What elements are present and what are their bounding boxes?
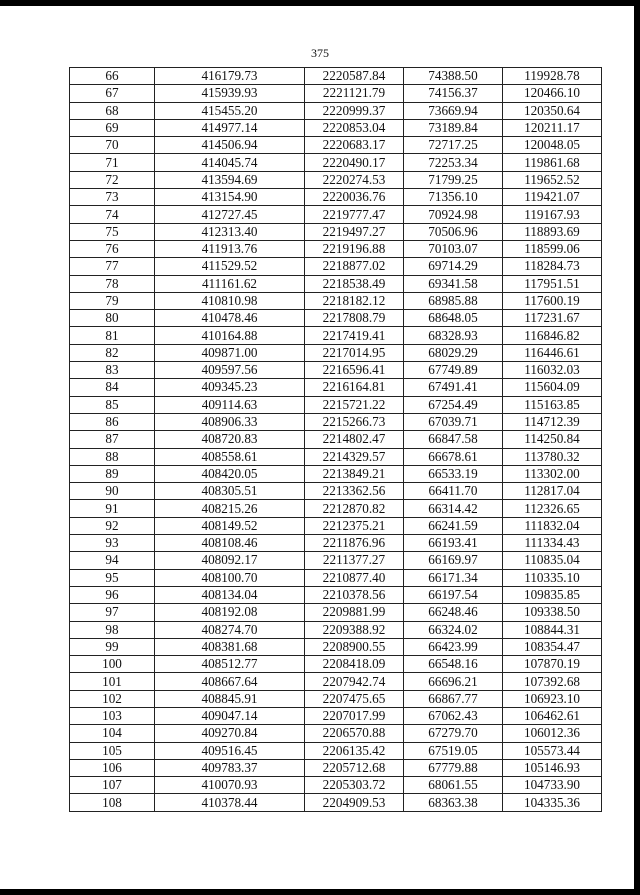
value-d-cell: 119167.93	[503, 206, 602, 223]
point-number-cell: 71	[70, 154, 155, 171]
value-d-cell: 107392.68	[503, 673, 602, 690]
point-number-cell: 93	[70, 535, 155, 552]
value-b-cell: 2215266.73	[305, 413, 404, 430]
value-d-cell: 111832.04	[503, 517, 602, 534]
point-number-cell: 80	[70, 310, 155, 327]
value-a-cell: 409047.14	[155, 707, 305, 724]
point-number-cell: 96	[70, 586, 155, 603]
value-b-cell: 2206135.42	[305, 742, 404, 759]
value-d-cell: 120350.64	[503, 102, 602, 119]
value-d-cell: 116846.82	[503, 327, 602, 344]
value-c-cell: 67519.05	[404, 742, 503, 759]
table-row	[70, 171, 602, 188]
value-a-cell: 409345.23	[155, 379, 305, 396]
value-c-cell: 66197.54	[404, 586, 503, 603]
value-b-cell: 2213849.21	[305, 465, 404, 482]
table-row	[70, 517, 602, 534]
table-row	[70, 344, 602, 361]
value-c-cell: 69714.29	[404, 258, 503, 275]
point-number-cell: 108	[70, 794, 155, 811]
table-row	[70, 223, 602, 240]
value-c-cell: 66169.97	[404, 552, 503, 569]
value-c-cell: 68648.05	[404, 310, 503, 327]
value-c-cell: 66193.41	[404, 535, 503, 552]
value-b-cell: 2220999.37	[305, 102, 404, 119]
value-b-cell: 2207017.99	[305, 707, 404, 724]
value-b-cell: 2216596.41	[305, 362, 404, 379]
value-c-cell: 73189.84	[404, 119, 503, 136]
value-a-cell: 416179.73	[155, 68, 305, 85]
table-row	[70, 85, 602, 102]
point-number-cell: 72	[70, 171, 155, 188]
point-number-cell: 98	[70, 621, 155, 638]
value-d-cell: 116446.61	[503, 344, 602, 361]
value-d-cell: 115163.85	[503, 396, 602, 413]
point-number-cell: 107	[70, 777, 155, 794]
table-row	[70, 292, 602, 309]
value-a-cell: 408381.68	[155, 638, 305, 655]
value-d-cell: 118284.73	[503, 258, 602, 275]
value-a-cell: 408092.17	[155, 552, 305, 569]
value-d-cell: 104335.36	[503, 794, 602, 811]
value-c-cell: 68363.38	[404, 794, 503, 811]
table-row	[70, 742, 602, 759]
table-row	[70, 465, 602, 482]
table-row	[70, 396, 602, 413]
value-a-cell: 411529.52	[155, 258, 305, 275]
point-number-cell: 103	[70, 707, 155, 724]
table-row	[70, 68, 602, 85]
value-b-cell: 2208900.55	[305, 638, 404, 655]
value-b-cell: 2214329.57	[305, 448, 404, 465]
value-c-cell: 68985.88	[404, 292, 503, 309]
value-b-cell: 2204909.53	[305, 794, 404, 811]
value-b-cell: 2211876.96	[305, 535, 404, 552]
page-number: 375	[311, 46, 329, 60]
point-number-cell: 92	[70, 517, 155, 534]
table-row	[70, 431, 602, 448]
table-row	[70, 119, 602, 136]
value-b-cell: 2207475.65	[305, 690, 404, 707]
table-row	[70, 673, 602, 690]
value-d-cell: 115604.09	[503, 379, 602, 396]
value-a-cell: 414506.94	[155, 137, 305, 154]
value-a-cell: 409516.45	[155, 742, 305, 759]
value-b-cell: 2220683.17	[305, 137, 404, 154]
value-b-cell: 2218877.02	[305, 258, 404, 275]
value-c-cell: 66248.46	[404, 604, 503, 621]
value-d-cell: 108354.47	[503, 638, 602, 655]
value-c-cell: 70506.96	[404, 223, 503, 240]
point-number-cell: 69	[70, 119, 155, 136]
value-c-cell: 67279.70	[404, 725, 503, 742]
value-a-cell: 408100.70	[155, 569, 305, 586]
value-c-cell: 66314.42	[404, 500, 503, 517]
value-d-cell: 114250.84	[503, 431, 602, 448]
value-b-cell: 2212375.21	[305, 517, 404, 534]
value-b-cell: 2213362.56	[305, 483, 404, 500]
value-a-cell: 411913.76	[155, 240, 305, 257]
point-number-cell: 94	[70, 552, 155, 569]
point-number-cell: 101	[70, 673, 155, 690]
value-c-cell: 66423.99	[404, 638, 503, 655]
value-d-cell: 118893.69	[503, 223, 602, 240]
value-c-cell: 71356.10	[404, 189, 503, 206]
point-number-cell: 106	[70, 759, 155, 776]
value-b-cell: 2219196.88	[305, 240, 404, 257]
value-b-cell: 2212870.82	[305, 500, 404, 517]
point-number-cell: 91	[70, 500, 155, 517]
value-a-cell: 408149.52	[155, 517, 305, 534]
value-a-cell: 413154.90	[155, 189, 305, 206]
point-number-cell: 86	[70, 413, 155, 430]
table-row	[70, 725, 602, 742]
table-row	[70, 362, 602, 379]
value-b-cell: 2210378.56	[305, 586, 404, 603]
value-a-cell: 410070.93	[155, 777, 305, 794]
value-b-cell: 2220490.17	[305, 154, 404, 171]
value-c-cell: 66867.77	[404, 690, 503, 707]
value-b-cell: 2220274.53	[305, 171, 404, 188]
value-d-cell: 120466.10	[503, 85, 602, 102]
scan-edge-top	[0, 0, 640, 6]
value-b-cell: 2205303.72	[305, 777, 404, 794]
value-a-cell: 409783.37	[155, 759, 305, 776]
value-a-cell: 408512.77	[155, 656, 305, 673]
value-d-cell: 119652.52	[503, 171, 602, 188]
point-number-cell: 84	[70, 379, 155, 396]
value-c-cell: 68061.55	[404, 777, 503, 794]
value-c-cell: 67062.43	[404, 707, 503, 724]
value-c-cell: 68029.29	[404, 344, 503, 361]
value-b-cell: 2217014.95	[305, 344, 404, 361]
value-a-cell: 409270.84	[155, 725, 305, 742]
value-d-cell: 106923.10	[503, 690, 602, 707]
value-c-cell: 73669.94	[404, 102, 503, 119]
value-a-cell: 409597.56	[155, 362, 305, 379]
table-row	[70, 137, 602, 154]
value-a-cell: 408305.51	[155, 483, 305, 500]
value-b-cell: 2220036.76	[305, 189, 404, 206]
value-c-cell: 66847.58	[404, 431, 503, 448]
table-row	[70, 413, 602, 430]
point-number-cell: 79	[70, 292, 155, 309]
value-a-cell: 408192.08	[155, 604, 305, 621]
point-number-cell: 95	[70, 569, 155, 586]
value-d-cell: 111334.43	[503, 535, 602, 552]
value-b-cell: 2209881.99	[305, 604, 404, 621]
value-b-cell: 2219497.27	[305, 223, 404, 240]
value-a-cell: 408906.33	[155, 413, 305, 430]
value-d-cell: 112326.65	[503, 500, 602, 517]
table-row	[70, 448, 602, 465]
table-row	[70, 690, 602, 707]
value-b-cell: 2209388.92	[305, 621, 404, 638]
value-b-cell: 2206570.88	[305, 725, 404, 742]
value-d-cell: 116032.03	[503, 362, 602, 379]
value-d-cell: 106462.61	[503, 707, 602, 724]
value-c-cell: 66411.70	[404, 483, 503, 500]
table-row	[70, 327, 602, 344]
scan-edge-right	[634, 0, 640, 895]
table-row	[70, 656, 602, 673]
value-d-cell: 117951.51	[503, 275, 602, 292]
table-row	[70, 154, 602, 171]
value-b-cell: 2207942.74	[305, 673, 404, 690]
value-d-cell: 107870.19	[503, 656, 602, 673]
value-c-cell: 74388.50	[404, 68, 503, 85]
value-b-cell: 2215721.22	[305, 396, 404, 413]
point-number-cell: 85	[70, 396, 155, 413]
table-row	[70, 483, 602, 500]
value-b-cell: 2217419.41	[305, 327, 404, 344]
point-number-cell: 74	[70, 206, 155, 223]
value-a-cell: 414977.14	[155, 119, 305, 136]
value-c-cell: 67749.89	[404, 362, 503, 379]
value-b-cell: 2220853.04	[305, 119, 404, 136]
point-number-cell: 77	[70, 258, 155, 275]
value-b-cell: 2219777.47	[305, 206, 404, 223]
scan-edge-bottom	[0, 889, 640, 895]
point-number-cell: 88	[70, 448, 155, 465]
value-a-cell: 415939.93	[155, 85, 305, 102]
value-a-cell: 408420.05	[155, 465, 305, 482]
point-number-cell: 90	[70, 483, 155, 500]
value-d-cell: 112817.04	[503, 483, 602, 500]
table-row	[70, 102, 602, 119]
point-number-cell: 82	[70, 344, 155, 361]
value-b-cell: 2211377.27	[305, 552, 404, 569]
table-row	[70, 379, 602, 396]
value-c-cell: 66533.19	[404, 465, 503, 482]
point-number-cell: 78	[70, 275, 155, 292]
point-number-cell: 76	[70, 240, 155, 257]
point-number-cell: 83	[70, 362, 155, 379]
value-a-cell: 415455.20	[155, 102, 305, 119]
value-c-cell: 67491.41	[404, 379, 503, 396]
value-d-cell: 114712.39	[503, 413, 602, 430]
value-a-cell: 410810.98	[155, 292, 305, 309]
value-c-cell: 67779.88	[404, 759, 503, 776]
value-c-cell: 66241.59	[404, 517, 503, 534]
table-row	[70, 794, 602, 811]
value-d-cell: 117600.19	[503, 292, 602, 309]
value-c-cell: 66678.61	[404, 448, 503, 465]
point-number-cell: 70	[70, 137, 155, 154]
value-a-cell: 412727.45	[155, 206, 305, 223]
table-body	[70, 68, 602, 812]
value-a-cell: 409114.63	[155, 396, 305, 413]
value-b-cell: 2218182.12	[305, 292, 404, 309]
value-d-cell: 109835.85	[503, 586, 602, 603]
value-a-cell: 412313.40	[155, 223, 305, 240]
value-a-cell: 408845.91	[155, 690, 305, 707]
value-b-cell: 2205712.68	[305, 759, 404, 776]
table-row	[70, 707, 602, 724]
value-d-cell: 119861.68	[503, 154, 602, 171]
value-a-cell: 408108.46	[155, 535, 305, 552]
value-b-cell: 2208418.09	[305, 656, 404, 673]
coordinate-table	[69, 67, 602, 812]
value-c-cell: 68328.93	[404, 327, 503, 344]
value-c-cell: 70103.07	[404, 240, 503, 257]
value-c-cell: 70924.98	[404, 206, 503, 223]
table-row	[70, 206, 602, 223]
value-b-cell: 2221121.79	[305, 85, 404, 102]
table-row	[70, 759, 602, 776]
point-number-cell: 68	[70, 102, 155, 119]
value-c-cell: 66324.02	[404, 621, 503, 638]
value-d-cell: 119421.07	[503, 189, 602, 206]
point-number-cell: 105	[70, 742, 155, 759]
value-a-cell: 408667.64	[155, 673, 305, 690]
table-row	[70, 240, 602, 257]
value-a-cell: 408134.04	[155, 586, 305, 603]
value-a-cell: 409871.00	[155, 344, 305, 361]
value-d-cell: 120048.05	[503, 137, 602, 154]
value-c-cell: 69341.58	[404, 275, 503, 292]
point-number-cell: 89	[70, 465, 155, 482]
table-row	[70, 569, 602, 586]
value-d-cell: 106012.36	[503, 725, 602, 742]
value-c-cell: 66171.34	[404, 569, 503, 586]
value-d-cell: 109338.50	[503, 604, 602, 621]
value-d-cell: 105573.44	[503, 742, 602, 759]
value-a-cell: 414045.74	[155, 154, 305, 171]
value-d-cell: 113302.00	[503, 465, 602, 482]
value-d-cell: 119928.78	[503, 68, 602, 85]
table-row	[70, 500, 602, 517]
value-a-cell: 413594.69	[155, 171, 305, 188]
table-row	[70, 777, 602, 794]
point-number-cell: 67	[70, 85, 155, 102]
value-d-cell: 113780.32	[503, 448, 602, 465]
table-row	[70, 535, 602, 552]
value-d-cell: 117231.67	[503, 310, 602, 327]
value-a-cell: 410378.44	[155, 794, 305, 811]
value-c-cell: 74156.37	[404, 85, 503, 102]
table-row	[70, 310, 602, 327]
point-number-cell: 100	[70, 656, 155, 673]
value-a-cell: 408558.61	[155, 448, 305, 465]
value-d-cell: 120211.17	[503, 119, 602, 136]
value-b-cell: 2218538.49	[305, 275, 404, 292]
point-number-cell: 87	[70, 431, 155, 448]
value-a-cell: 410478.46	[155, 310, 305, 327]
value-c-cell: 67039.71	[404, 413, 503, 430]
point-number-cell: 73	[70, 189, 155, 206]
table-row	[70, 638, 602, 655]
value-b-cell: 2217808.79	[305, 310, 404, 327]
value-d-cell: 104733.90	[503, 777, 602, 794]
value-a-cell: 408720.83	[155, 431, 305, 448]
table-row	[70, 552, 602, 569]
value-a-cell: 410164.88	[155, 327, 305, 344]
point-number-cell: 97	[70, 604, 155, 621]
value-d-cell: 108844.31	[503, 621, 602, 638]
value-c-cell: 67254.49	[404, 396, 503, 413]
value-a-cell: 408215.26	[155, 500, 305, 517]
value-d-cell: 118599.06	[503, 240, 602, 257]
table-row	[70, 258, 602, 275]
table-row	[70, 189, 602, 206]
point-number-cell: 99	[70, 638, 155, 655]
value-d-cell: 105146.93	[503, 759, 602, 776]
value-c-cell: 71799.25	[404, 171, 503, 188]
value-a-cell: 411161.62	[155, 275, 305, 292]
table-row	[70, 586, 602, 603]
value-d-cell: 110335.10	[503, 569, 602, 586]
point-number-cell: 104	[70, 725, 155, 742]
value-c-cell: 72717.25	[404, 137, 503, 154]
value-b-cell: 2216164.81	[305, 379, 404, 396]
value-b-cell: 2220587.84	[305, 68, 404, 85]
point-number-cell: 102	[70, 690, 155, 707]
table-row	[70, 621, 602, 638]
value-c-cell: 72253.34	[404, 154, 503, 171]
point-number-cell: 66	[70, 68, 155, 85]
table-row	[70, 604, 602, 621]
table-row	[70, 275, 602, 292]
value-c-cell: 66696.21	[404, 673, 503, 690]
point-number-cell: 81	[70, 327, 155, 344]
value-c-cell: 66548.16	[404, 656, 503, 673]
value-d-cell: 110835.04	[503, 552, 602, 569]
point-number-cell: 75	[70, 223, 155, 240]
value-b-cell: 2210877.40	[305, 569, 404, 586]
value-a-cell: 408274.70	[155, 621, 305, 638]
value-b-cell: 2214802.47	[305, 431, 404, 448]
